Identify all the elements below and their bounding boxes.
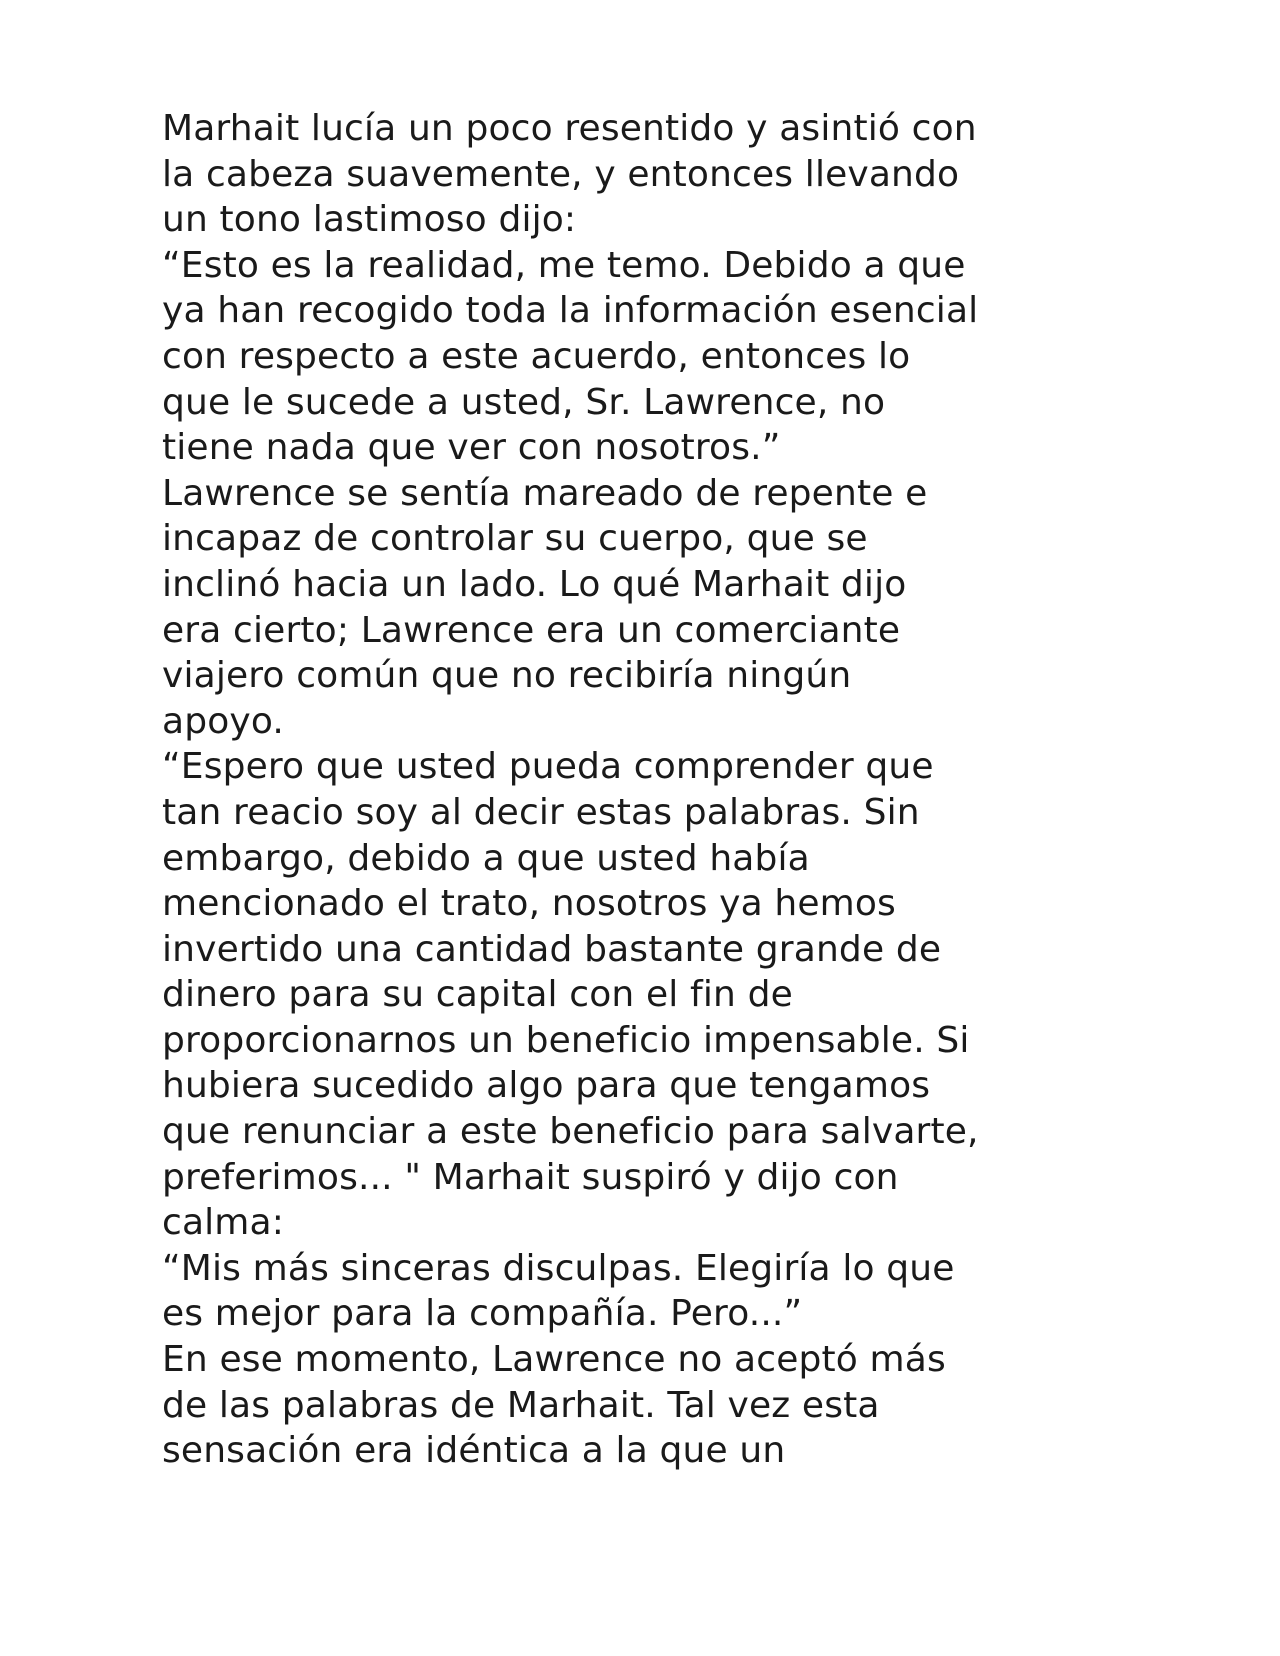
text-line: incapaz de controlar su cuerpo, que se <box>162 518 868 560</box>
text-line: hubiera sucedido algo para que tengamos <box>162 1065 931 1107</box>
text-line: con respecto a este acuerdo, entonces lo <box>162 335 911 377</box>
text-line: apoyo. <box>162 700 284 742</box>
text-line: un tono lastimoso dijo: <box>162 199 577 241</box>
text-line: que le sucede a usted, Sr. Lawrence, no <box>162 381 886 423</box>
text-line: inclinó hacia un lado. Lo qué Marhait dijo <box>162 563 907 605</box>
text-line: proporcionarnos un beneficio impensable. Si <box>162 1019 970 1061</box>
text-line: la cabeza suavemente, y entonces llevando <box>162 153 960 195</box>
text-line: preferimos... " Marhait suspiró y dijo con <box>162 1156 899 1198</box>
text-line: “Espero que usted pueda comprender que <box>162 746 934 788</box>
text-line: tan reacio soy al decir estas palabras. Sin <box>162 791 920 833</box>
text-line: era cierto; Lawrence era un comerciante <box>162 609 901 651</box>
text-line: Marhait lucía un poco resentido y asintió con <box>162 108 977 149</box>
text-line: embargo, debido a que usted había <box>162 837 810 879</box>
text-line: es mejor para la compañía. Pero...” <box>162 1293 803 1335</box>
text-line: invertido una cantidad bastante grande de <box>162 928 942 970</box>
text-line: viajero común que no recibiría ningún <box>162 655 852 697</box>
text-line: tiene nada que ver con nosotros.” <box>162 427 781 469</box>
text-line: de las palabras de Marhait. Tal vez esta <box>162 1384 880 1426</box>
text-line: dinero para su capital con el fin de <box>162 974 793 1016</box>
text-line: Lawrence se sentía mareado de repente e <box>162 472 928 514</box>
text-line: En ese momento, Lawrence no aceptó más <box>162 1339 946 1381</box>
text-line: ya han recogido toda la información esencial <box>162 290 979 332</box>
text-line: mencionado el trato, nosotros ya hemos <box>162 883 896 925</box>
text-line: “Esto es la realidad, me temo. Debido a que <box>162 244 966 286</box>
body-text <box>162 106 1062 1474</box>
text-line: sensación era idéntica a la que un <box>162 1430 786 1472</box>
text-line: que renunciar a este beneficio para salvarte, <box>162 1111 979 1153</box>
text-line: “Mis más sinceras disculpas. Elegiría lo que <box>162 1247 955 1289</box>
text-line: calma: <box>162 1202 285 1244</box>
